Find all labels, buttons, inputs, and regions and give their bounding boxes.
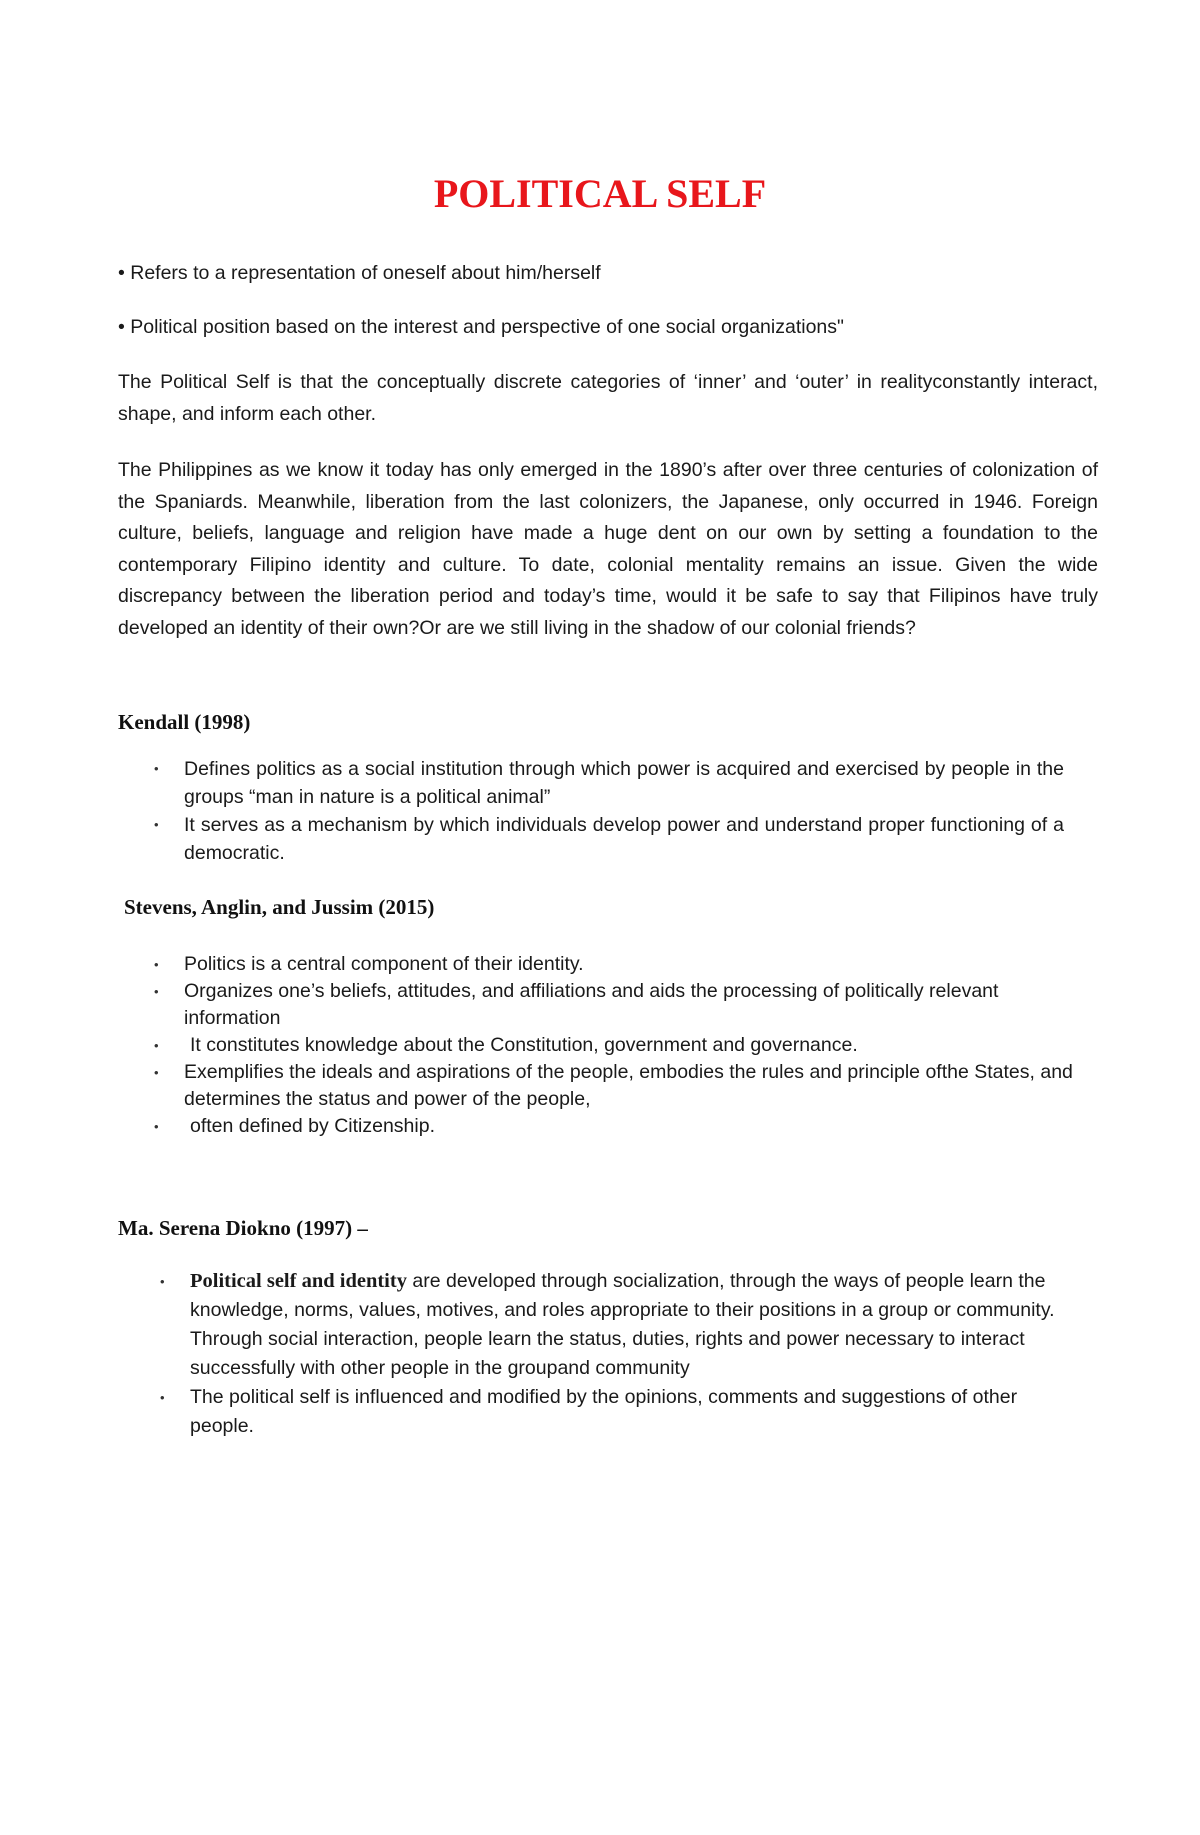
list-item: • Defines politics as a social institution through which power is acquired and exercised by people in the groups “man in nature is a political animal” — [150, 755, 1064, 811]
intro-bullet-1: • Refers to a representation of oneself about him/herself — [118, 262, 601, 284]
list-item: • often defined by Citizenship. — [150, 1113, 1090, 1140]
list-item — [156, 1267, 1102, 1383]
list-item-text: are developed through socialization, through the ways of people learn the knowledge, norms, values, motives, and roles appropriate to their positions in a group or community. Through social interaction, people learn the status, duties, rights and power necessary to interact successfully with other people in the groupand community — [190, 1270, 1055, 1379]
paragraph-political-self: The Political Self is that the conceptually discrete categories of ‘inner’ and ‘outer’ in realityconstantly interact, shape, and inform each other. — [118, 371, 1098, 425]
intro-bullet-2: • Political position based on the interest and perspective of one social organizations" — [118, 316, 844, 338]
list-item: • Exemplifies the ideals and aspirations of the people, embodies the rules and principle ofthe States, and determines the status and power of the people, — [150, 1059, 1084, 1113]
stevens-list — [150, 951, 1090, 1140]
list-item: • It serves as a mechanism by which individuals develop power and understand proper functioning of a democratic. — [150, 811, 1064, 867]
list-item: • It constitutes knowledge about the Constitution, government and governance. — [150, 1032, 1090, 1059]
list-item: • Organizes one’s beliefs, attitudes, and affiliations and aids the processing of politically relevant information — [150, 978, 1084, 1032]
section-heading-diokno: Ma. Serena Diokno (1997) – — [118, 1216, 368, 1240]
section-heading-kendall: Kendall (1998) — [118, 710, 251, 734]
list-item — [156, 1383, 1070, 1441]
kendall-list — [150, 755, 1064, 867]
section-heading-stevens: Stevens, Anglin, and Jussim (2015) — [124, 895, 435, 919]
bold-term: Political self and identity — [190, 1270, 407, 1292]
diokno-list — [156, 1267, 1102, 1441]
list-item-text: The political self is influenced and modified by the opinions, comments and suggestions of other people. — [190, 1386, 1018, 1437]
page-title: POLITICAL SELF — [433, 171, 767, 216]
paragraph-philippines: The Philippines as we know it today has only emerged in the 1890’s after over three centuries of colonization of the Spaniards. Meanwhile, liberation from the last colonizers, the Japanese, only occurred in 1946. Foreign culture, beliefs, language and religion have made a huge dent on our own by setting a foundation to the contemporary Filipino identity and culture. To date, colonial mentality remains an issue. Given the wide discrepancy between the liberation period and today’s time, would it be safe to say that Filipinos have truly developed an identity of their own?Or are we still living in the shadow of our colonial friends? — [118, 459, 1098, 639]
list-item: • Politics is a central component of their identity. — [150, 951, 1084, 978]
